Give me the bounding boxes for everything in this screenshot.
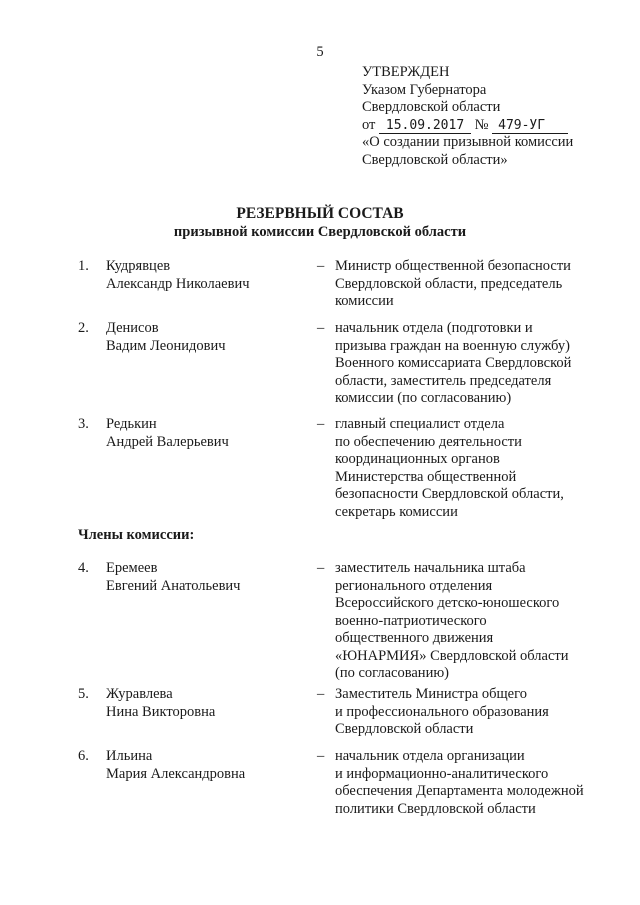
decree-number: 479-УГ	[492, 118, 568, 134]
decree-date: 15.09.2017	[379, 118, 471, 134]
position-line: по обеспечению деятельности	[335, 433, 522, 450]
members-heading: Члены комиссии:	[78, 527, 195, 543]
person-name	[106, 258, 306, 293]
decree-number-label: №	[474, 116, 489, 133]
position-text	[335, 748, 615, 818]
position-text	[335, 416, 615, 521]
entry-number: 3.	[78, 416, 89, 432]
person-name	[106, 560, 306, 595]
position-line: координационных органов	[335, 451, 500, 467]
entry-number: 6.	[78, 748, 89, 764]
position-text	[335, 320, 615, 408]
entry-number: 4.	[78, 560, 89, 576]
approval-region: Свердловской области	[362, 99, 501, 115]
approval-block	[362, 64, 622, 169]
position-line: комиссии (по согласованию)	[335, 390, 512, 406]
decree-from-label: от	[362, 116, 376, 133]
position-line: и профессионального образования	[335, 703, 549, 720]
page-number: 5	[316, 44, 324, 60]
given-names: Нина Викторовна	[106, 703, 216, 720]
dash: –	[317, 258, 325, 274]
title-line1: РЕЗЕРВНЫЙ СОСТАВ	[236, 205, 404, 222]
position-text	[335, 560, 615, 683]
position-line: области, заместитель председателя	[335, 372, 552, 389]
position-line: политики Свердловской области	[335, 800, 536, 817]
position-line: обеспечения Департамента молодежной	[335, 783, 584, 799]
dash: –	[317, 686, 325, 702]
entry-number: 5.	[78, 686, 89, 702]
position-line: «ЮНАРМИЯ» Свердловской области	[335, 647, 569, 664]
position-text	[335, 258, 615, 311]
surname: Кудрявцев	[106, 258, 171, 274]
position-line: призыва граждан на военную службу)	[335, 337, 570, 354]
given-names: Андрей Валерьевич	[106, 433, 229, 450]
position-line: общественного движения	[335, 630, 494, 646]
entry-number: 1.	[78, 258, 89, 274]
position-line: Министр общественной безопасности	[335, 258, 571, 274]
given-names: Александр Николаевич	[106, 275, 250, 292]
surname: Редькин	[106, 416, 157, 432]
position-line: и информационно-аналитического	[335, 765, 549, 782]
position-line: заместитель начальника штаба	[335, 560, 526, 576]
person-name	[106, 748, 306, 783]
person-name	[106, 686, 306, 721]
position-line: комиссии	[335, 293, 394, 309]
position-line: безопасности Свердловской области,	[335, 486, 564, 502]
position-line: начальник отдела организации	[335, 748, 525, 764]
given-names: Вадим Леонидович	[106, 337, 226, 354]
person-name	[106, 416, 306, 451]
person-name	[106, 320, 306, 355]
position-line: начальник отдела (подготовки и	[335, 320, 533, 336]
entry-number: 2.	[78, 320, 89, 336]
position-line: регионального отделения	[335, 577, 493, 594]
dash: –	[317, 416, 325, 432]
decree-date-number	[362, 117, 622, 135]
surname: Журавлева	[106, 686, 173, 702]
surname: Ильина	[106, 748, 153, 764]
position-line: Всероссийского детско-юношеского	[335, 595, 560, 611]
position-line: Военного комиссариата Свердловской	[335, 355, 572, 371]
position-line: военно-патриотического	[335, 612, 487, 629]
position-text	[335, 686, 615, 739]
approval-authority: Указом Губернатора	[362, 81, 487, 98]
approval-status: УТВЕРЖДЕН	[362, 64, 450, 80]
title-line2: призывной комиссии Свердловской области	[173, 224, 467, 240]
position-line: Заместитель Министра общего	[335, 686, 527, 702]
dash: –	[317, 320, 325, 336]
position-line: Свердловской области, председатель	[335, 275, 563, 292]
decree-subject-line2: Свердловской области»	[362, 151, 508, 168]
dash: –	[317, 748, 325, 764]
position-line: секретарь комиссии	[335, 503, 458, 520]
given-names: Мария Александровна	[106, 765, 246, 782]
surname: Денисов	[106, 320, 159, 336]
position-line: Министерства общественной	[335, 468, 517, 485]
given-names: Евгений Анатольевич	[106, 577, 241, 594]
decree-subject-line1: «О создании призывной комиссии	[362, 134, 574, 150]
position-line: (по согласованию)	[335, 665, 449, 681]
dash: –	[317, 560, 325, 576]
document-title	[0, 205, 640, 241]
position-line: Свердловской области	[335, 721, 474, 737]
position-line: главный специалист отдела	[335, 416, 505, 432]
surname: Еремеев	[106, 560, 158, 576]
